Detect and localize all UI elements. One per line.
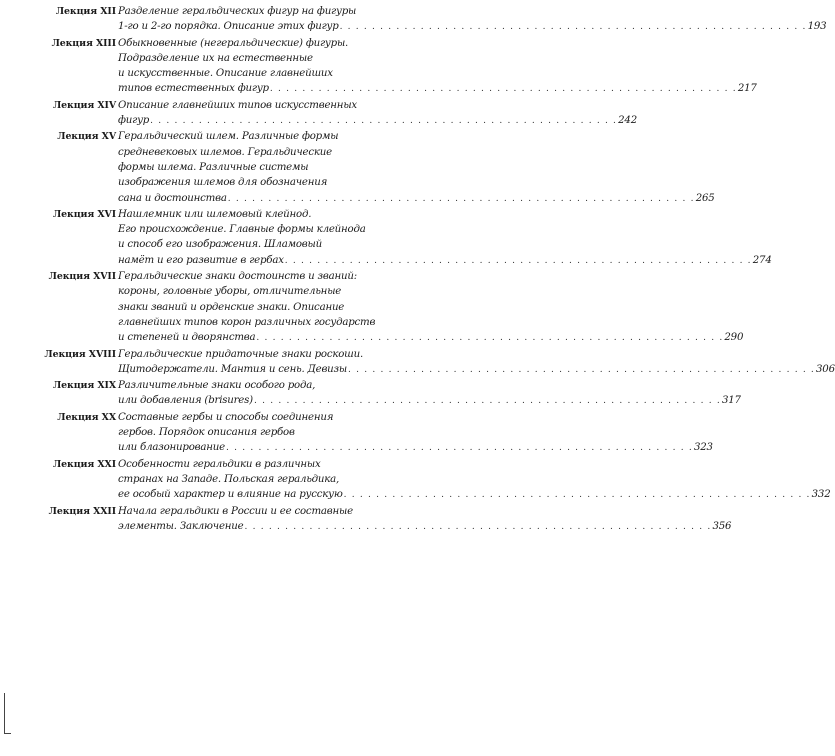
- description-line: Геральдический шлем. Различные формы: [118, 131, 339, 143]
- lecture-label: Лекция XVII: [48, 271, 116, 283]
- lecture-label: Лекция XIX: [52, 380, 116, 392]
- dot-leader: . . . . . . . . . . . . . . . . . . . . . . . . . . . . . . . . . . . . . . . . . . . . . . . . . . . . . . . . . .: [253, 396, 721, 407]
- description-last-line: [118, 393, 741, 409]
- toc-entry: [0, 36, 757, 98]
- lecture-description: [118, 457, 831, 504]
- toc-entry: [0, 504, 732, 536]
- toc-entry: [0, 269, 744, 346]
- lecture-label: Лекция XXI: [52, 458, 116, 470]
- lecture-description: [118, 378, 741, 410]
- description-last-line: [118, 362, 835, 378]
- toc-entry: [0, 4, 827, 36]
- page-number: 323: [693, 442, 713, 454]
- description-line: Подразделение их на естественные: [118, 52, 313, 64]
- lecture-label: Лекция XX: [57, 411, 116, 423]
- dot-leader: . . . . . . . . . . . . . . . . . . . . . . . . . . . . . . . . . . . . . . . . . . . . . . . . . . . . . . . . . .: [227, 193, 695, 204]
- description-line: Описание главнейших типов искусственных: [118, 99, 357, 111]
- description-line: элементы. Заключение: [118, 520, 244, 532]
- description-line: и искусственные. Описание главнейших: [118, 68, 333, 80]
- page-number: 242: [618, 115, 637, 127]
- description-line: Различительные знаки особого рода,: [118, 380, 316, 392]
- description-last-line: [118, 330, 744, 346]
- dot-leader: . . . . . . . . . . . . . . . . . . . . . . . . . . . . . . . . . . . . . . . . . . . . . . . . . . . . . . . . . .: [339, 22, 807, 33]
- dot-leader: . . . . . . . . . . . . . . . . . . . . . . . . . . . . . . . . . . . . . . . . . . . . . . . . . . . . . . . . . .: [343, 490, 811, 501]
- page-number: 332: [811, 489, 831, 501]
- toc-entry: [0, 129, 715, 206]
- description-last-line: [118, 519, 732, 535]
- description-line: странах на Западе. Польская геральдика,: [118, 473, 340, 485]
- toc-entry: [0, 207, 772, 269]
- toc-entry: [0, 98, 637, 130]
- description-line: намёт и его развитие в гербах: [118, 254, 284, 266]
- lecture-description: [118, 129, 715, 206]
- page-number: 290: [724, 332, 744, 344]
- table-of-contents: [0, 4, 835, 535]
- description-line: Начала геральдики в России и ее составные: [118, 505, 353, 517]
- lecture-description: [118, 207, 772, 269]
- toc-entry: [0, 347, 835, 379]
- description-line: ее особый характер и влияние на русскую: [118, 489, 343, 501]
- description-line: Разделение геральдических фигур на фигуры: [118, 6, 357, 17]
- dot-leader: . . . . . . . . . . . . . . . . . . . . . . . . . . . . . . . . . . . . . . . . . . . . . . . . . . . . . . . . . .: [348, 364, 815, 375]
- lecture-description: [118, 4, 827, 36]
- dot-leader: . . . . . . . . . . . . . . . . . . . . . . . . . . . . . . . . . . . . . . . . . . . . . . . . . . . . . . . . . .: [256, 333, 724, 344]
- description-line: знаки званий и орденские знаки. Описание: [118, 301, 345, 313]
- lecture-label: Лекция XV: [57, 131, 116, 143]
- description-line: или добавления (brisures): [118, 395, 253, 407]
- description-line: гербов. Порядок описания гербов: [118, 427, 295, 439]
- description-last-line: [118, 440, 713, 456]
- lecture-label: Лекция XII: [55, 6, 116, 17]
- toc-entry: [0, 378, 741, 410]
- description-line: сана и достоинства: [118, 192, 227, 204]
- lecture-description: [118, 410, 713, 457]
- description-line: типов естественных фигур: [118, 83, 269, 95]
- toc-entry: [0, 457, 831, 504]
- description-line: фигур: [118, 115, 150, 127]
- lecture-label: Лекция XVIII: [44, 348, 116, 360]
- lecture-description: [118, 98, 637, 130]
- description-last-line: [118, 113, 637, 129]
- lecture-description: [118, 504, 732, 536]
- description-line: средневековых шлемов. Геральдические: [118, 146, 332, 158]
- description-line: Его происхождение. Главные формы клейнода: [118, 224, 366, 236]
- description-line: или блазонирование: [118, 442, 225, 454]
- description-last-line: [118, 487, 831, 503]
- description-line: 1-го и 2-го порядка. Описание этих фигур: [118, 21, 339, 33]
- lecture-label: Лекция XIII: [51, 37, 116, 49]
- page-number: 317: [721, 395, 741, 407]
- toc-entry: [0, 410, 713, 457]
- page-number: 217: [737, 83, 757, 95]
- description-line: главнейших типов корон различных государств: [118, 316, 376, 328]
- description-line: короны, головные уборы, отличительные: [118, 286, 342, 298]
- description-line: и способ его изображения. Шламовый: [118, 239, 322, 251]
- dot-leader: . . . . . . . . . . . . . . . . . . . . . . . . . . . . . . . . . . . . . . . . . . . . . . . . . . . . . . . . . .: [150, 116, 618, 127]
- description-line: Геральдические придаточные знаки роскоши.: [118, 348, 364, 360]
- page-number: 356: [712, 520, 732, 532]
- dot-leader: . . . . . . . . . . . . . . . . . . . . . . . . . . . . . . . . . . . . . . . . . . . . . . . . . . . . . . . . . .: [284, 255, 752, 266]
- lecture-label: Лекция XVI: [52, 208, 116, 220]
- page-number: 193: [807, 21, 827, 33]
- dot-leader: . . . . . . . . . . . . . . . . . . . . . . . . . . . . . . . . . . . . . . . . . . . . . . . . . . . . . . . . . .: [269, 84, 737, 95]
- lecture-label: Лекция XIV: [52, 99, 116, 111]
- description-last-line: [118, 253, 772, 269]
- description-line: Составные гербы и способы соединения: [118, 411, 334, 423]
- description-line: формы шлема. Различные системы: [118, 161, 309, 173]
- description-line: изображения шлемов для обозначения: [118, 177, 328, 189]
- dot-leader: . . . . . . . . . . . . . . . . . . . . . . . . . . . . . . . . . . . . . . . . . . . . . . . . . . . . . . . . . .: [225, 443, 693, 454]
- description-line: Нашлемник или шлемовый клейнод.: [118, 208, 312, 220]
- lecture-description: [118, 347, 835, 379]
- page-corner-mark: [4, 693, 11, 734]
- lecture-description: [118, 269, 744, 346]
- lecture-description: [118, 36, 757, 98]
- description-last-line: [118, 81, 757, 97]
- dot-leader: . . . . . . . . . . . . . . . . . . . . . . . . . . . . . . . . . . . . . . . . . . . . . . . . . . . . . . . . . .: [244, 521, 712, 532]
- description-line: Обыкновенные (негеральдические) фигуры.: [118, 37, 349, 49]
- description-line: Щитодержатели. Мантия и сень. Девизы: [118, 363, 347, 375]
- description-last-line: [118, 191, 715, 207]
- page-number: 265: [695, 192, 715, 204]
- page-number: 274: [752, 254, 772, 266]
- description-line: и степеней и дворянства: [118, 332, 256, 344]
- description-last-line: [118, 19, 827, 35]
- description-line: Особенности геральдики в различных: [118, 458, 321, 470]
- lecture-label: Лекция XXII: [48, 505, 116, 517]
- description-line: Геральдические знаки достоинств и званий:: [118, 271, 357, 283]
- page-number: 306: [816, 363, 835, 375]
